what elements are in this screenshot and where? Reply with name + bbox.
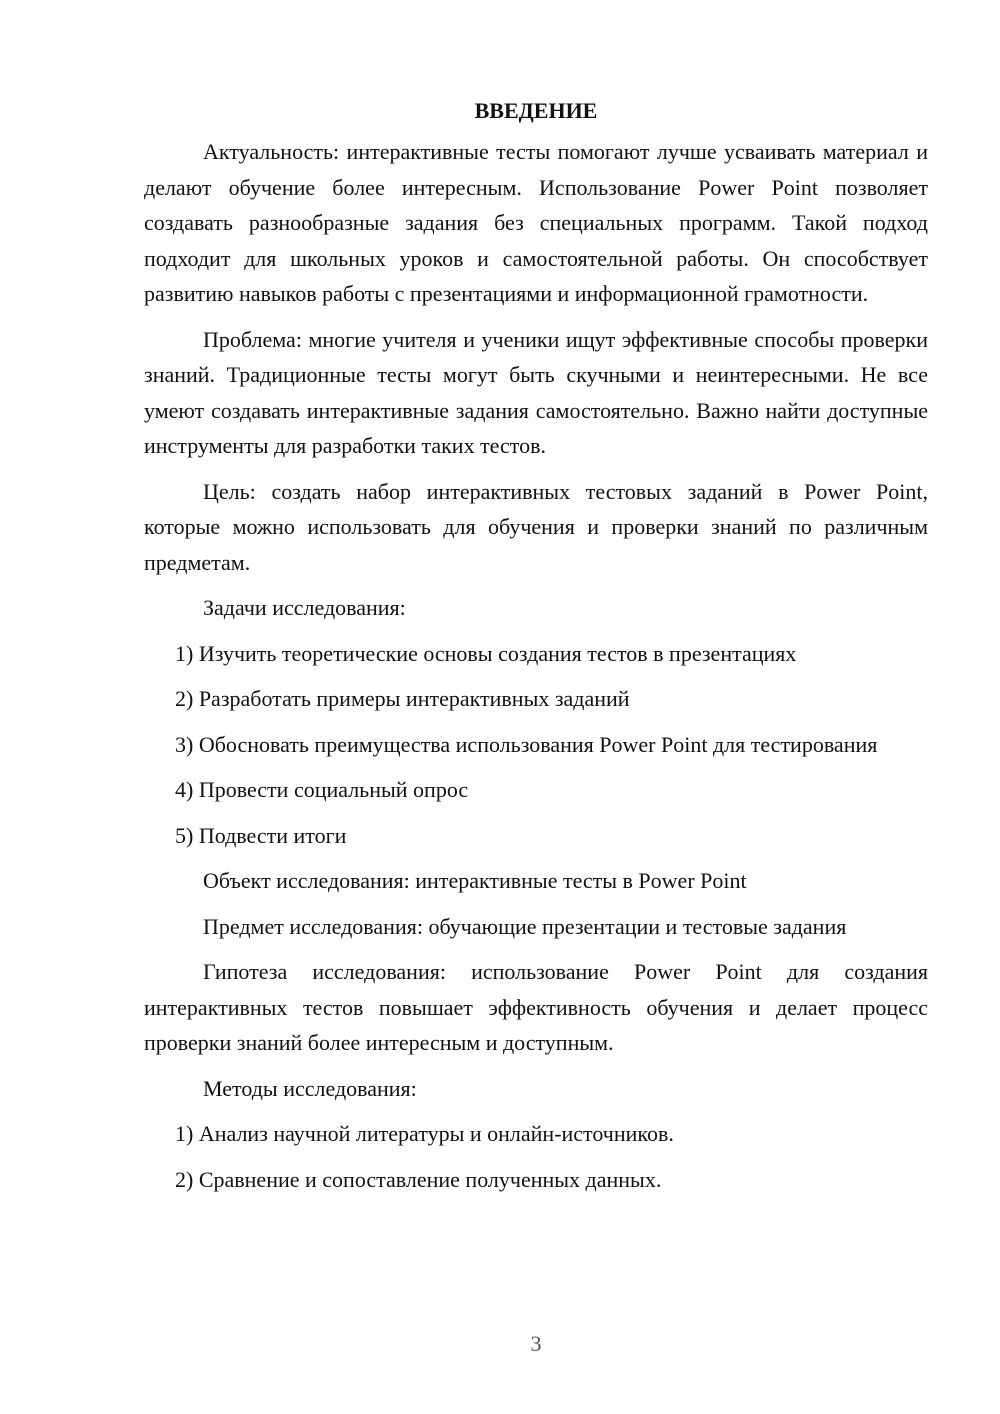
paragraph-object: Объект исследования: интерактивные тесты в Power Point — [203, 868, 747, 893]
list-item-task-4: 4) Провести социальный опрос — [175, 777, 469, 802]
list-item-task-2: 2) Разработать примеры интерактивных заданий — [175, 686, 630, 711]
paragraph-tasks-heading: Задачи исследования: — [203, 595, 406, 620]
section-title: ВВЕДЕНИЕ — [474, 98, 598, 123]
page-number: 3 — [530, 1331, 542, 1356]
paragraph-subject: Предмет исследования: обучающие презентации и тестовые задания — [203, 913, 847, 939]
list-item-task-1: 1) Изучить теоретические основы создания тестов в презентациях — [175, 640, 797, 666]
list-item-task-3: 3) Обосновать преимущества использования Power Point для тестирования — [175, 731, 878, 757]
paragraph-goal: Цель: создать набор интерактивных тестовых заданий в Power Point, которые можно использовать для обучения и проверки знаний по различным предметам. — [144, 478, 928, 575]
list-item-task-5: 5) Подвести итоги — [175, 822, 347, 848]
paragraph-methods-heading: Методы исследования: — [203, 1075, 417, 1101]
list-item-method-2: 2) Сравнение и сопоставление полученных данных. — [175, 1166, 662, 1192]
paragraph-hypothesis: Гипотеза исследования: использование Power Point для создания интерактивных тестов повышает эффективность обучения и делает процесс проверки знаний более интересным и доступным. — [144, 959, 928, 1055]
document-body — [144, 93, 928, 1207]
paragraph-problem: Проблема: многие учителя и ученики ищут эффективные способы проверки знаний. Традиционные тесты могут быть скучными и неинтересными. Не все умеют создавать интерактивные задания самостоятельно. Важно найти доступные инструменты для разработки таких тестов. — [144, 326, 928, 458]
list-item-method-1: 1) Анализ научной литературы и онлайн-источников. — [175, 1121, 674, 1146]
paragraph-relevance: Актуальность: интерактивные тесты помогают лучше усваивать материал и делают обучение более интересным. Использование Power Point позволяет создавать разнообразные задания без специальных программ. Такой подход подходит для школьных уроков и самостоятельной работы. Он способствует развитию навыков работы с презентациями и информационной грамотности. — [144, 139, 928, 306]
